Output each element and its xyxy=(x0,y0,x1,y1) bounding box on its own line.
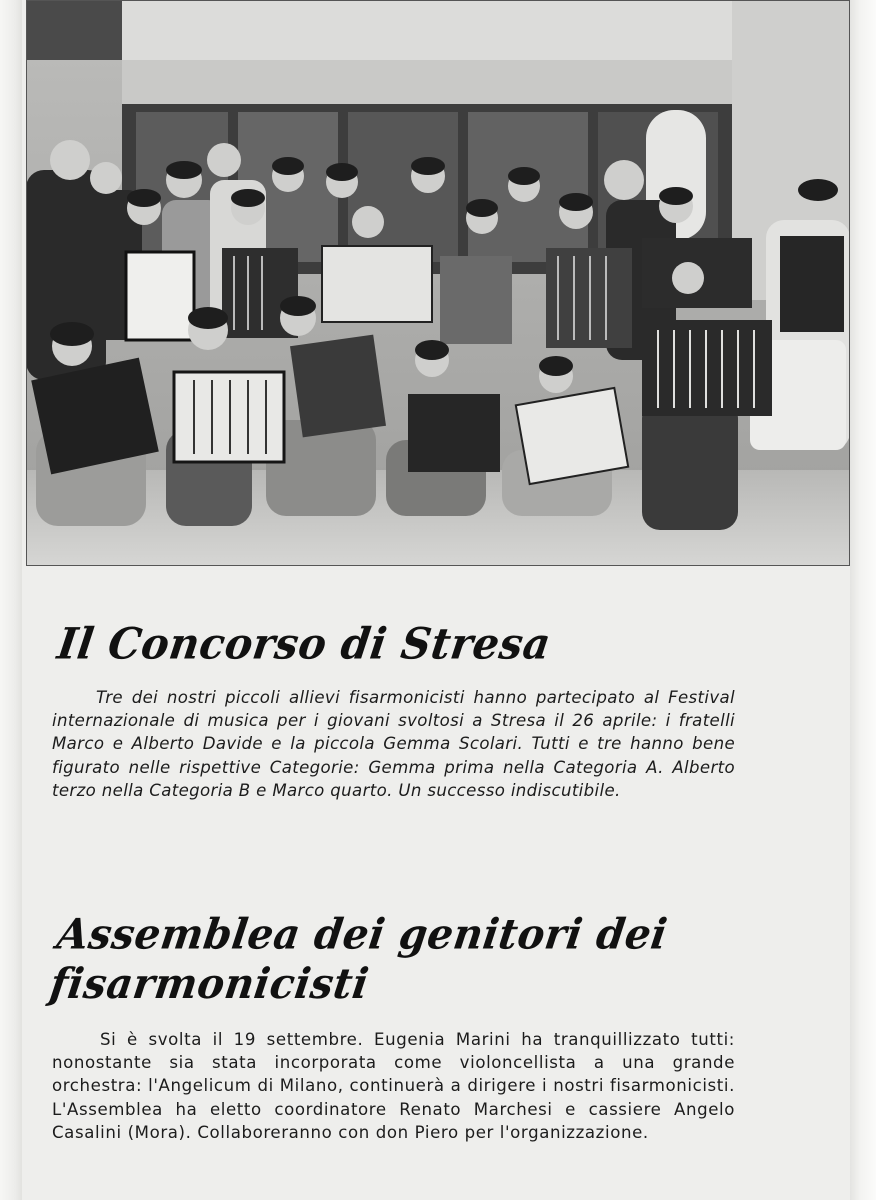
paper-edge-left xyxy=(0,0,22,1200)
headline-concorso-stresa: Il Concorso di Stresa xyxy=(54,618,554,670)
article-concorso-stresa xyxy=(52,620,752,802)
group-photo-illustration xyxy=(26,0,850,566)
headline-assemblea-genitori: Assemblea dei genitori dei fisarmonicisti xyxy=(47,909,671,1009)
article-assemblea-genitori xyxy=(47,909,752,1144)
article-body-concorso-stresa: Tre dei nostri piccoli allievi fisarmonicisti hanno partecipato al Festival internazionale di musica per i giovani svoltosi a Stresa il 26 aprile: i fratelli Marco e Alberto Davide e la piccola Gemma Scolari. Tutti e tre hanno bene figurato nelle rispettive Categorie: Gemma prima nella Categoria A. Alberto terzo nella Categoria B e Marco quarto. Un successo indiscutibile. xyxy=(52,688,735,800)
group-photo xyxy=(26,0,850,566)
article-body-assemblea-genitori: Si è svolta il 19 settembre. Eugenia Marini ha tranquillizzato tutti: nonostante sia stata incorporata come violoncellista a una grande orchestra: l'Angelicum di Milano, continuerà a dirigere i nostri fisarmonicisti. L'Assemblea ha eletto coordinatore Renato Marchesi e cassiere Angelo Casalini (Mora). Collaboreranno con don Piero per l'organizzazione. xyxy=(52,1030,735,1142)
paper-edge-right xyxy=(850,0,876,1200)
